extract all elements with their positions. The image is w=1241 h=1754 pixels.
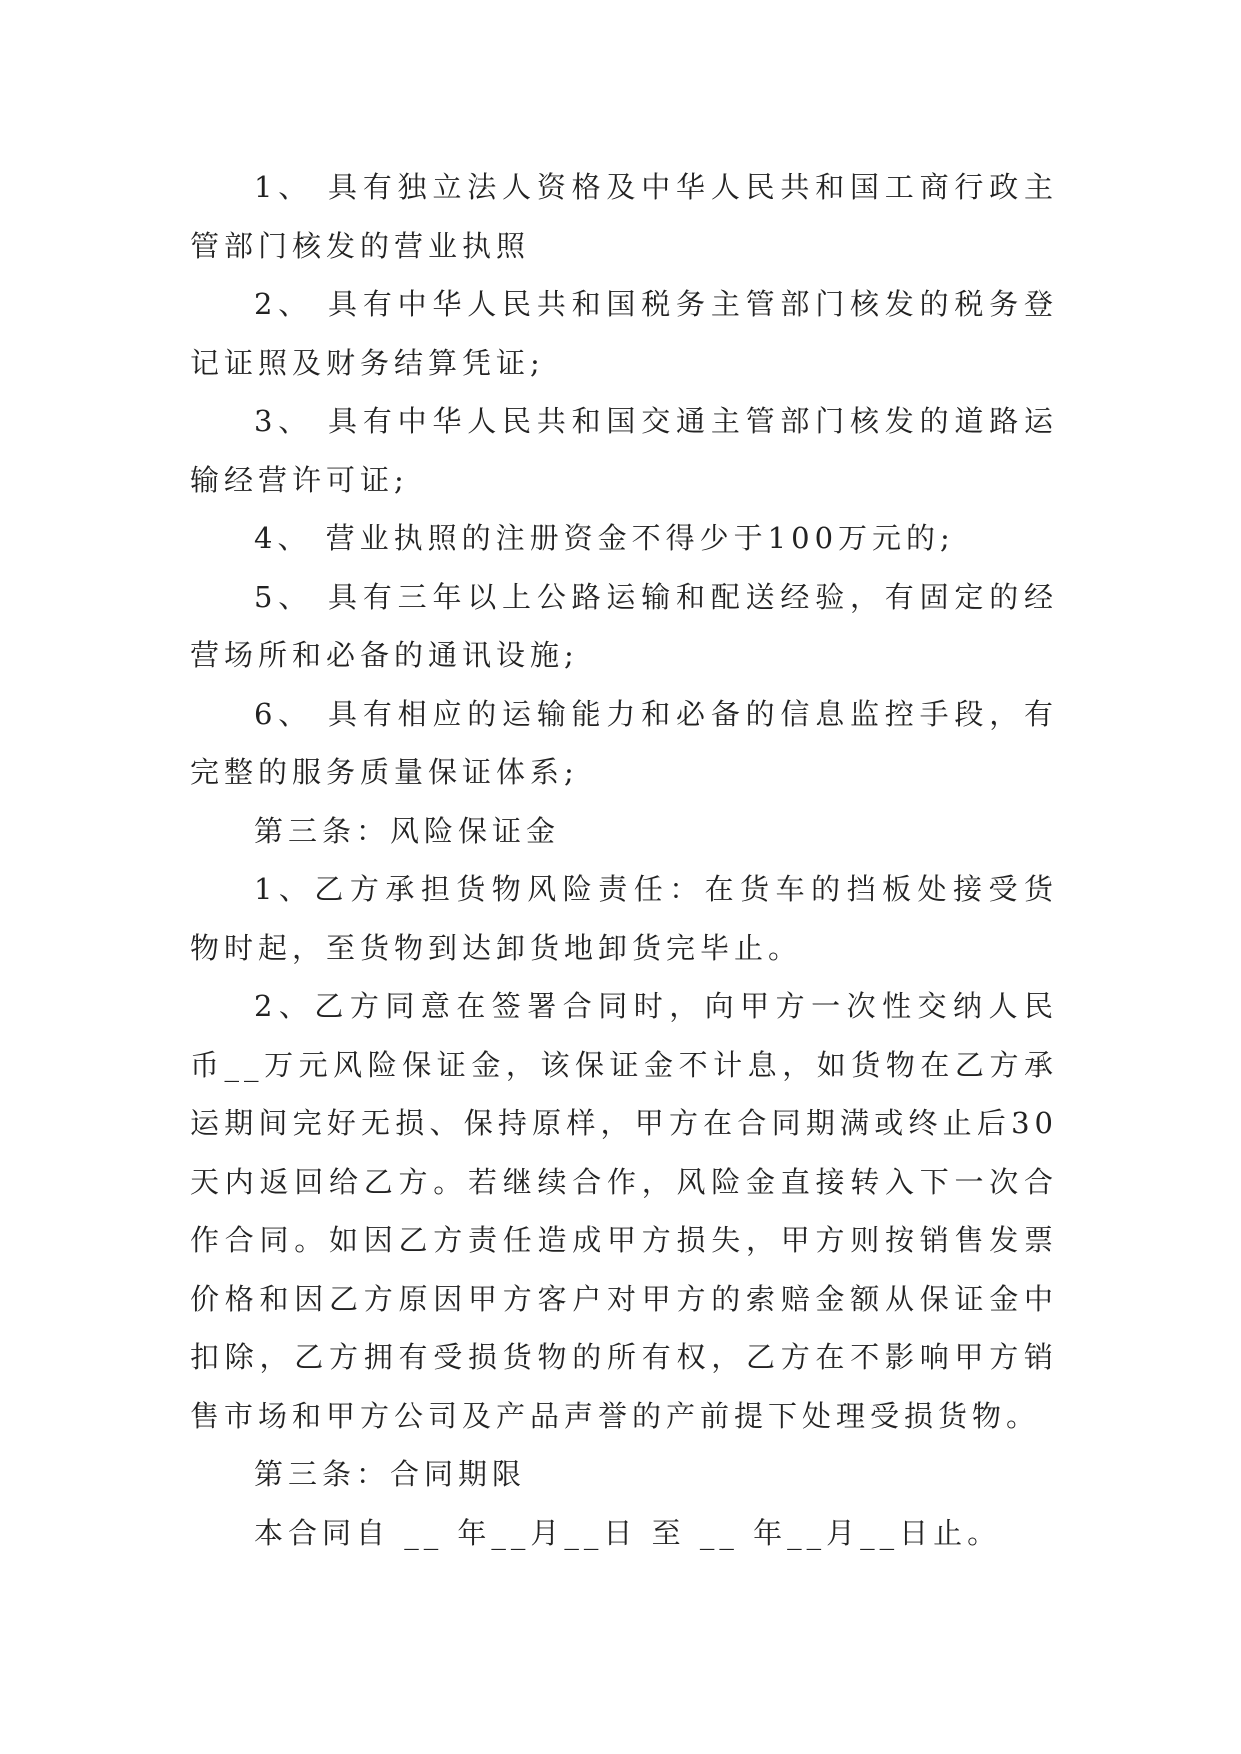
section-heading-risk-deposit: 第三条：风险保证金: [254, 813, 561, 848]
risk-clause-2: 2、乙方同意在签署合同时，向甲方一次性交纳人民币__万元风险保证金，该保证金不计息，如货物在乙方承运期间完好无损、保持原样，甲方在合同期满或终止后30天内返回给乙方。若继续合作，风险金直接转入下一次合作合同。如因乙方责任造成甲方损失，甲方则按销售发票价格和因乙方原因甲方客户对甲方的索赔金额从保证金中扣除，乙方拥有受损货物的所有权，乙方在不影响甲方销售市场和甲方公司及产品声誉的产前提下处理受损货物。: [190, 989, 1058, 1433]
clause-3-transport-license: 3、 具有中华人民共和国交通主管部门核发的道路运输经营许可证;: [190, 404, 1058, 497]
clause-4-registered-capital: 4、 营业执照的注册资金不得少于100万元的;: [254, 521, 955, 555]
contract-text: [190, 158, 1058, 1562]
section-heading-contract-term: 第三条：合同期限: [254, 1457, 527, 1491]
clause-1-legal-entity: 1、 具有独立法人资格及中华人民共和国工商行政主管部门核发的营业执照: [190, 170, 1058, 263]
clause-6-capacity: 6、 具有相应的运输能力和必备的信息监控手段，有完整的服务质量保证体系;: [190, 696, 1058, 789]
clause-2-tax-registration: 2、 具有中华人民共和国税务主管部门核发的税务登记证照及财务结算凭证;: [190, 287, 1058, 380]
risk-clause-1: 1、乙方承担货物风险责任：在货车的挡板处接受货物时起，至货物到达卸货地卸货完毕止。: [190, 872, 1058, 965]
clause-5-experience: 5、 具有三年以上公路运输和配送经验，有固定的经营场所和必备的通讯设施;: [190, 579, 1058, 672]
contract-term-line: 本合同自 __ 年__月__日 至 __ 年__月__日止。: [254, 1515, 1002, 1550]
